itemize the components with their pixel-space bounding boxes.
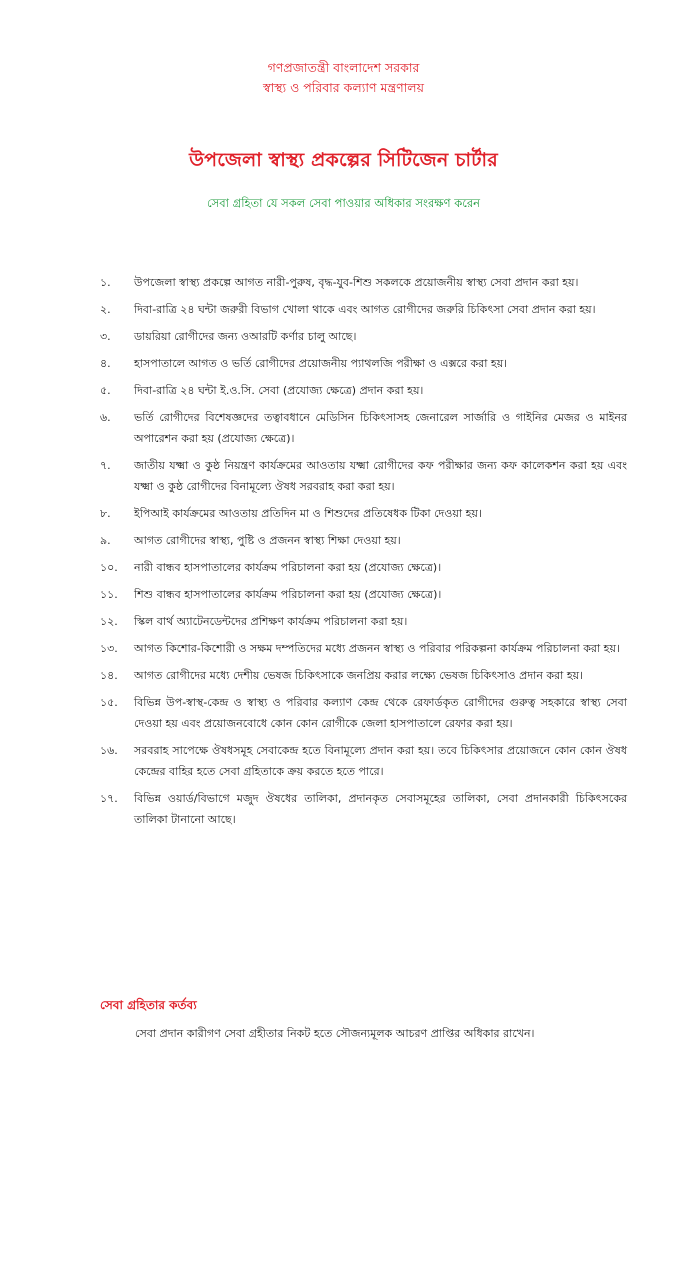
list-item xyxy=(100,326,627,347)
item-text: ইপিআই কার্যক্রমের আওতায় প্রতিদিন মা ও শিশুদের প্রতিষেধক টিকা দেওয়া হয়। xyxy=(134,507,482,520)
list-item xyxy=(100,407,627,449)
item-number: ১১. xyxy=(100,588,118,601)
services-list xyxy=(100,272,627,836)
item-text: স্কিল বার্থ অ্যাটেনডেন্টদের প্রশিক্ষণ কার্যক্রম পরিচালনা করা হয়। xyxy=(134,615,408,628)
list-item xyxy=(100,503,627,524)
list-item xyxy=(100,530,627,551)
item-number: ১০. xyxy=(100,561,118,574)
list-item xyxy=(100,788,627,830)
item-number: ৬. xyxy=(100,411,111,424)
item-text: সরবরাহ সাপেক্ষে ঔষধসমূহ সেবাকেন্দ্র হতে বিনামূল্যে প্রদান করা হয়। তবে চিকিৎসার প্রয়োজনে কোন কোন ঔষধ কেন্দ্রের বাহির হতে সেবা গ্রহিতাকে ক্রয় করতে হতে পারে। xyxy=(134,744,627,778)
item-number: ১৫. xyxy=(100,696,118,709)
government-header xyxy=(0,58,687,98)
list-item xyxy=(100,611,627,632)
item-number: ৪. xyxy=(100,357,111,370)
item-text: ডায়রিয়া রোগীদের জন্য ওআরটি কর্ণার চালু আছে। xyxy=(134,330,357,343)
item-number: ৭. xyxy=(100,459,111,472)
item-text: বিভিন্ন ওয়ার্ড/বিভাগে মজুদ ঔষধের তালিকা, প্রদানকৃত সেবাসমূহের তালিকা, সেবা প্রদানকারী চিকিৎসকের তালিকা টানানো আছে। xyxy=(134,792,627,826)
item-number: ৩. xyxy=(100,330,111,343)
item-text: শিশু বান্ধব হাসপাতালের কার্যক্রম পরিচালনা করা হয় (প্রযোজ্য ক্ষেত্রে)। xyxy=(134,588,442,601)
item-text: জাতীয় যক্ষ্মা ও কুষ্ঠ নিয়ন্ত্রণ কার্যক্রমের আওতায় যক্ষ্মা রোগীদের কফ পরীক্ষার জন্য কফ কালেকশন করা হয় এবং যক্ষ্মা ও কুষ্ঠ রোগীদের বিনামূল্যে ঔষধ সরবরাহ করা করা হয়। xyxy=(134,459,627,493)
list-item xyxy=(100,740,627,782)
list-item xyxy=(100,692,627,734)
item-text: আগত রোগীদের স্বাস্থ্য, পুষ্টি ও প্রজনন স্বাস্থ্য শিক্ষা দেওয়া হয়। xyxy=(134,534,401,547)
item-text: উপজেলা স্বাস্থ্য প্রকল্পে আগত নারী-পুরুষ, বৃদ্ধ-যুব-শিশু সকলকে প্রয়োজনীয় স্বাস্থ্য সেবা প্রদান করা হয়। xyxy=(134,276,579,289)
page-title: উপজেলা স্বাস্থ্য প্রকল্পের সিটিজেন চার্টার xyxy=(189,149,498,171)
item-number: ১৭. xyxy=(100,792,118,805)
item-number: ১২. xyxy=(100,615,118,628)
list-item xyxy=(100,272,627,293)
item-number: ৫. xyxy=(100,384,111,397)
item-text: হাসপাতালে আগত ও ভর্তি রোগীদের প্রয়োজনীয় প্যাথলজি পরীক্ষা ও এক্সরে করা হয়। xyxy=(134,357,508,370)
page-subtitle: সেবা গ্রহিতা যে সকল সেবা পাওয়ার অধিকার সংরক্ষণ করেন xyxy=(206,196,481,210)
gov-name: গণপ্রজাতন্ত্রী বাংলাদেশ সরকার xyxy=(267,60,420,75)
duties-heading: সেবা গ্রহিতার কর্তব্য xyxy=(100,998,197,1012)
list-item xyxy=(100,299,627,320)
item-number: ১৩. xyxy=(100,642,118,655)
item-number: ৯. xyxy=(100,534,111,547)
item-text: আগত রোগীদের মধ্যে দেশীয় ভেষজ চিকিৎসাকে জনপ্রিয় করার লক্ষ্যে ভেষজ চিকিৎসাও প্রদান করা হয়। xyxy=(134,669,584,682)
item-text: দিবা-রাত্রি ২৪ ঘন্টা ই.ও.সি. সেবা (প্রযোজ্য ক্ষেত্রে) প্রদান করা হয়। xyxy=(134,384,424,397)
item-number: ১৬. xyxy=(100,744,118,757)
item-number: ১. xyxy=(100,276,111,289)
item-text: বিভিন্ন উপ-স্বাস্থ-কেন্দ্র ও স্বাস্থ্য ও পরিবার কল্যাণ কেন্দ্র থেকে রেফার্ডকৃত রোগীদের গুরুত্ব সহকারে স্বাস্থ্য সেবা দেওয়া হয় এবং প্রয়োজনবোধে কোন কোন রোগীকে জেলা হাসপাতালে রেফার করা হয়। xyxy=(134,696,627,730)
item-text: আগত কিশোর-কিশোরী ও সক্ষম দম্পতিদের মধ্যে প্রজনন স্বাস্থ্য ও পরিবার পরিকল্পনা কার্যক্রম পরিচালনা করা হয়। xyxy=(134,642,620,655)
item-text: নারী বান্ধব হাসপাতালের কার্যক্রম পরিচালনা করা হয় (প্রযোজ্য ক্ষেত্রে)। xyxy=(134,561,442,574)
item-text: দিবা-রাত্রি ২৪ ঘন্টা জরুরী বিভাগ খোলা থাকে এবং আগত রোগীদের জরুরি চিকিৎসা সেবা প্রদান করা হয়। xyxy=(134,303,596,316)
list-item xyxy=(100,665,627,686)
list-item xyxy=(100,455,627,497)
ministry-name: স্বাস্থ্য ও পরিবার কল্যাণ মন্ত্রণালয় xyxy=(263,80,424,95)
item-number: ৮. xyxy=(100,507,111,520)
item-number: ১৪. xyxy=(100,669,118,682)
list-item xyxy=(100,557,627,578)
duties-text: সেবা প্রদান কারীগণ সেবা গ্রহীতার নিকট হতে সৌজন্যমূলক আচরণ প্রাপ্তির অধিকার রাখেন। xyxy=(135,1027,535,1040)
item-text: ভর্তি রোগীদের বিশেষজ্ঞদের তত্বাবধানে মেডিসিন চিকিৎসাসহ জেনারেল সার্জারি ও গাইনির মেজর ও মাইনর অপারেশন করা হয় (প্রযোজ্য ক্ষেত্রে)। xyxy=(134,411,627,445)
list-item xyxy=(100,380,627,401)
list-item xyxy=(100,638,627,659)
list-item xyxy=(100,584,627,605)
list-item xyxy=(100,353,627,374)
item-number: ২. xyxy=(100,303,111,316)
